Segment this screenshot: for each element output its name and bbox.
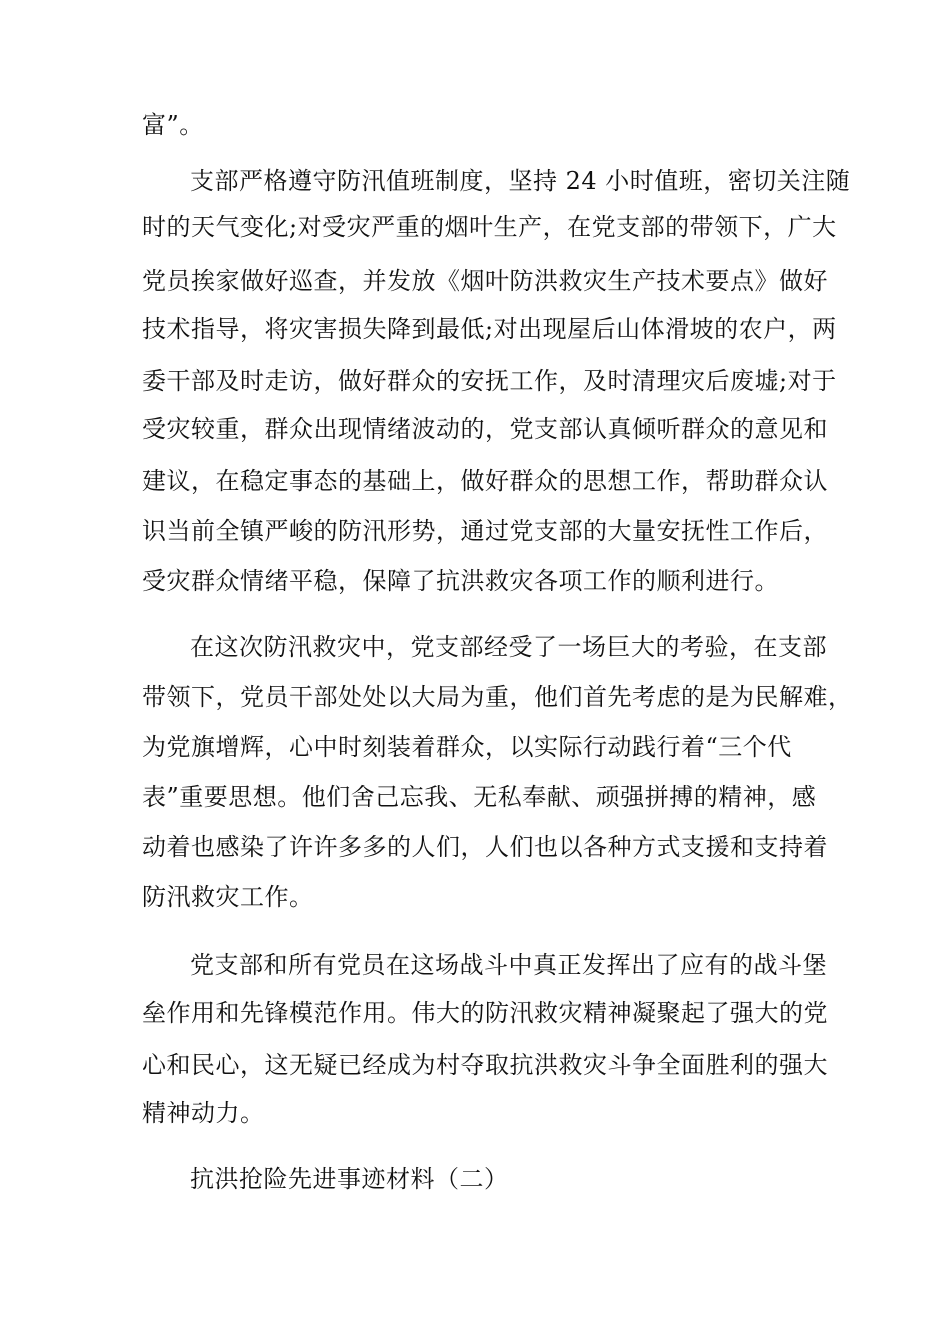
section-heading: 抗洪抢险先进事迹材料（二） [190, 1165, 509, 1193]
text-line: 带领下，党员干部处处以大局为重，他们首先考虑的是为民解难， [142, 683, 853, 711]
text-line: 在这次防汛救灾中，党支部经受了一场巨大的考验，在支部 [190, 633, 827, 661]
text-line: 精神动力。 [142, 1099, 265, 1127]
text-line: 受灾群众情绪平稳，保障了抗洪救灾各项工作的顺利进行。 [142, 567, 779, 595]
text-line: 防汛救灾工作。 [142, 883, 314, 911]
text-line: 时的天气变化;对受灾严重的烟叶生产，在党支部的带领下，广大 [142, 213, 837, 241]
text-line: 技术指导，将灾害损失降到最低;对出现屋后山体滑坡的农户，两 [142, 315, 837, 343]
text-line: 受灾较重，群众出现情绪波动的，党支部认真倾听群众的意见和 [142, 415, 828, 443]
text-line: 富”。 [142, 111, 204, 139]
text-line: 识当前全镇严峻的防汛形势，通过党支部的大量安抚性工作后， [142, 517, 828, 545]
text-line: 垒作用和先锋模范作用。伟大的防汛救灾精神凝聚起了强大的党 [142, 999, 828, 1027]
text-line: 动着也感染了许许多多的人们，人们也以各种方式支援和支持着 [142, 833, 828, 861]
text-line: 心和民心，这无疑已经成为村夺取抗洪救灾斗争全面胜利的强大 [142, 1051, 828, 1079]
text-line: 支部严格遵守防汛值班制度，坚持 24 小时值班，密切关注随 [190, 167, 851, 195]
text-line: 建议，在稳定事态的基础上，做好群众的思想工作，帮助群众认 [142, 467, 828, 495]
text-line: 为党旗增辉，心中时刻装着群众，以实际行动践行着“三个代 [142, 733, 792, 761]
text-line: 党支部和所有党员在这场战斗中真正发挥出了应有的战斗堡 [190, 951, 827, 979]
text-line: 委干部及时走访，做好群众的安抚工作，及时清理灾后废墟;对于 [142, 367, 837, 395]
text-line: 党员挨家做好巡查，并发放《烟叶防洪救灾生产技术要点》做好 [142, 267, 828, 295]
text-line: 表”重要思想。他们舍己忘我、无私奉献、顽强拼搏的精神，感 [142, 783, 817, 811]
